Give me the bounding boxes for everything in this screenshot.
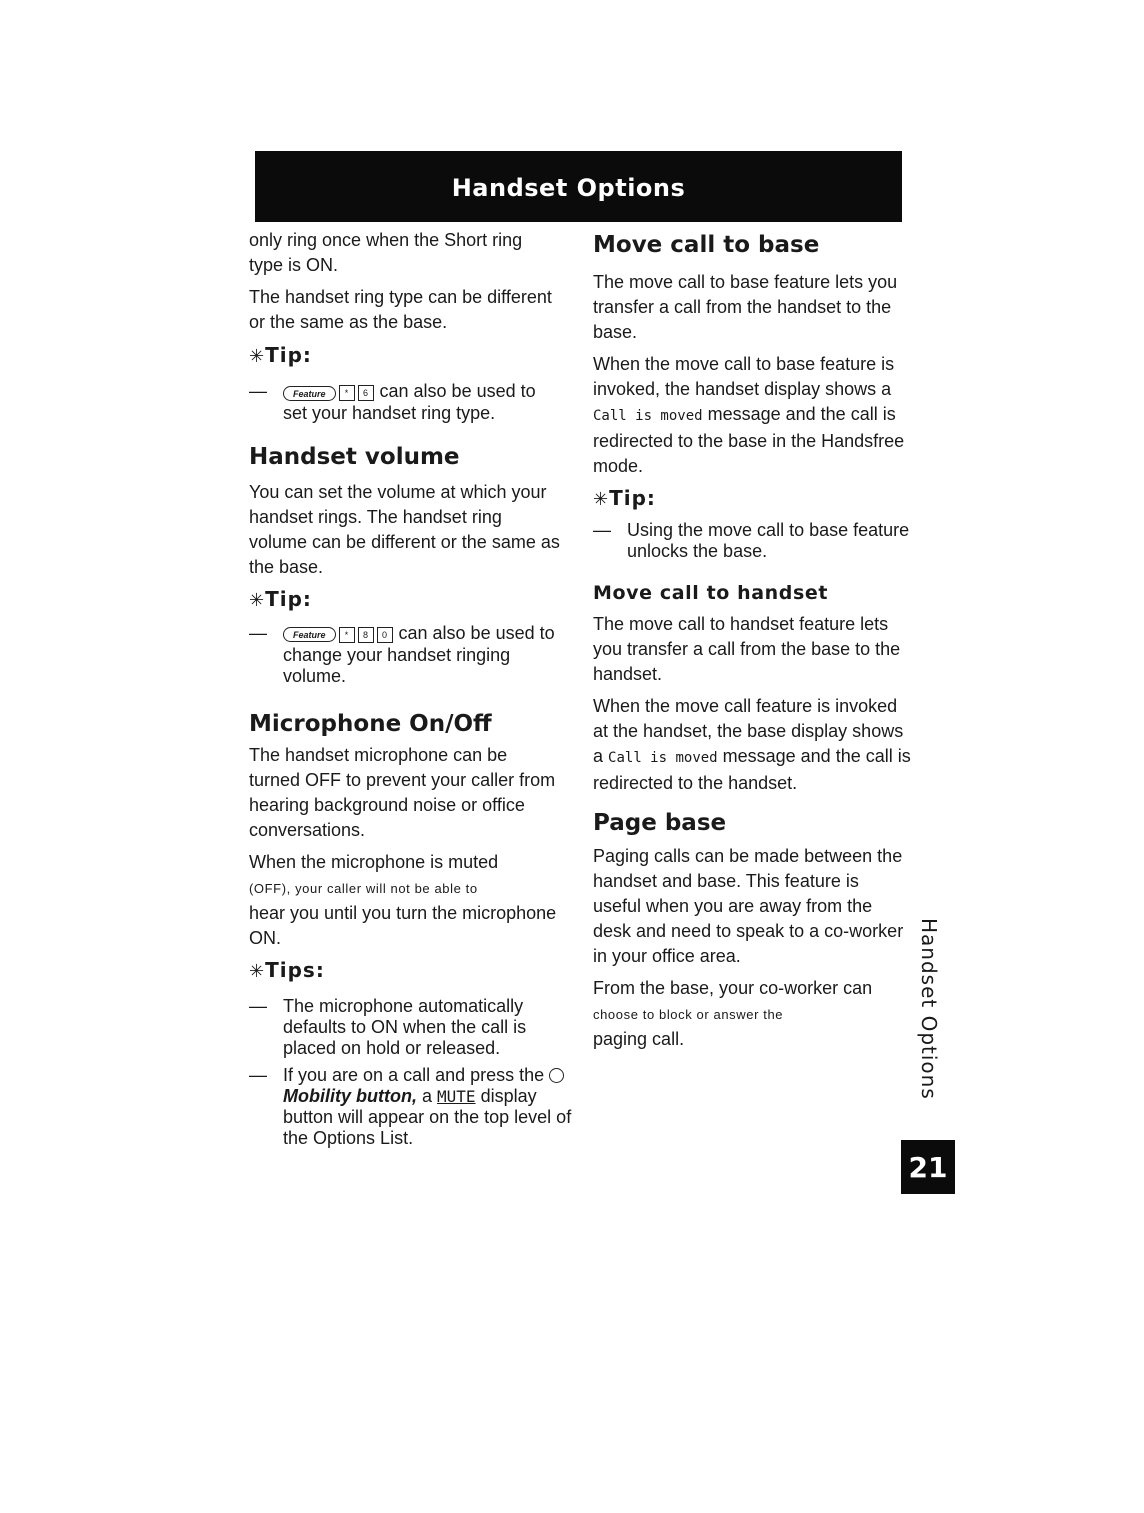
tip-text: Using the move call to base feature unlocks the base. xyxy=(627,520,910,561)
text-run: hear you until you turn the microphone ON. xyxy=(249,902,557,948)
dash-bullet: — xyxy=(249,622,267,643)
heading-move-call-to-base: Move call to base xyxy=(593,232,820,258)
asterisk-icon: ✳ xyxy=(249,589,266,611)
key-star-icon: * xyxy=(339,385,355,401)
paragraph: only ring once when the Short ring type is ON. xyxy=(249,230,523,275)
asterisk-icon: ✳ xyxy=(249,346,266,367)
heading-microphone: Microphone On/Off xyxy=(249,710,492,737)
display-message: Call is moved xyxy=(608,750,718,766)
section-banner xyxy=(255,151,902,222)
paragraph: You can set the volume at which your handset rings. The handset ring volume can be different or the same as the base. xyxy=(249,481,560,577)
mobility-button-label: Mobility button, xyxy=(283,1085,417,1106)
paragraph: The handset microphone can be turned OFF to prevent your caller from hearing background noise or office conversations. xyxy=(249,744,556,840)
text-run: If you are on a call and press the xyxy=(283,1064,545,1085)
key-sequence xyxy=(283,382,374,403)
tip-heading xyxy=(249,587,561,611)
tip-item xyxy=(249,1065,573,1149)
paragraph xyxy=(249,850,561,951)
key-star-icon: * xyxy=(339,627,355,643)
text-run: When the microphone is muted xyxy=(249,851,499,872)
text-run: (OFF), your caller will not be able to xyxy=(249,880,478,896)
tip-item xyxy=(249,623,561,687)
text-run: message and the call is redirected to the base in the Handsfree mode. xyxy=(593,404,905,476)
left-column xyxy=(249,228,572,1149)
paragraph xyxy=(593,976,911,1052)
heading-handset-volume: Handset volume xyxy=(249,443,460,470)
key-6-icon: 6 xyxy=(358,385,374,401)
paragraph: The move call to handset feature lets you transfer a call from the base to the handset. xyxy=(593,614,901,684)
asterisk-icon: ✳ xyxy=(593,489,610,510)
heading-page-base: Page base xyxy=(593,810,727,836)
dash-bullet: — xyxy=(249,381,267,401)
text-run: message and the call is redirected to the handset. xyxy=(593,746,911,793)
dash-bullet: — xyxy=(249,1064,267,1085)
tips-label: Tips: xyxy=(265,957,325,982)
display-message: Call is moved xyxy=(593,408,703,424)
tip-label: Tip: xyxy=(265,586,312,611)
tip-heading xyxy=(593,486,911,510)
text-run: a xyxy=(421,1085,432,1106)
tip-heading xyxy=(249,343,561,367)
text-run: choose to block or answer the xyxy=(593,1007,784,1022)
mute-display-label: MUTE xyxy=(437,1086,476,1106)
page-number-box xyxy=(901,1140,955,1194)
text-run: When the move call to base feature is invoked, the handset display shows a xyxy=(593,354,895,399)
text-run: When the move call feature is invoked at the handset, the base display shows a xyxy=(593,696,904,766)
right-column xyxy=(593,228,911,1059)
tip-text: can also be used to set your handset ring type. xyxy=(283,381,536,423)
feature-key-icon: Feature xyxy=(283,627,336,642)
tips-heading xyxy=(249,958,561,982)
mobility-button-icon xyxy=(549,1068,564,1083)
paragraph: The move call to base feature lets you transfer a call from the handset to the base. xyxy=(593,272,898,342)
page-number: 21 xyxy=(908,1150,948,1184)
text-run: paging call. xyxy=(593,1029,685,1049)
dash-bullet: — xyxy=(249,995,267,1016)
paragraph: The handset ring type can be different or the same as the base. xyxy=(249,287,552,332)
asterisk-icon: ✳ xyxy=(249,960,266,982)
tip-text: The microphone automatically defaults to ON when the call is placed on hold or released. xyxy=(283,995,527,1058)
text-run: From the base, your co-worker can xyxy=(593,978,873,998)
tip-label: Tip: xyxy=(609,486,656,510)
tip-item xyxy=(249,381,561,424)
tip-item xyxy=(593,520,911,562)
paragraph xyxy=(593,352,911,479)
heading-move-call-to-handset: Move call to handset xyxy=(593,582,829,604)
text-run: display button will appear on the top level of the Options List. xyxy=(283,1085,572,1148)
tip-text: can also be used to change your handset ringing volume. xyxy=(283,622,555,686)
key-sequence xyxy=(283,624,393,645)
key-0-icon: 0 xyxy=(377,627,393,643)
dash-bullet: — xyxy=(593,520,611,540)
side-tab-label: Handset Options xyxy=(917,918,941,1100)
tip-item xyxy=(249,996,561,1059)
paragraph: Paging calls can be made between the handset and base. This feature is useful when you are away from the desk and need to speak to a co-worker in your office area. xyxy=(593,846,904,966)
tip-label: Tip: xyxy=(265,343,312,367)
key-8-icon: 8 xyxy=(358,627,374,643)
section-title: Handset Options xyxy=(451,173,686,202)
feature-key-icon: Feature xyxy=(283,386,336,401)
paragraph xyxy=(593,694,911,796)
